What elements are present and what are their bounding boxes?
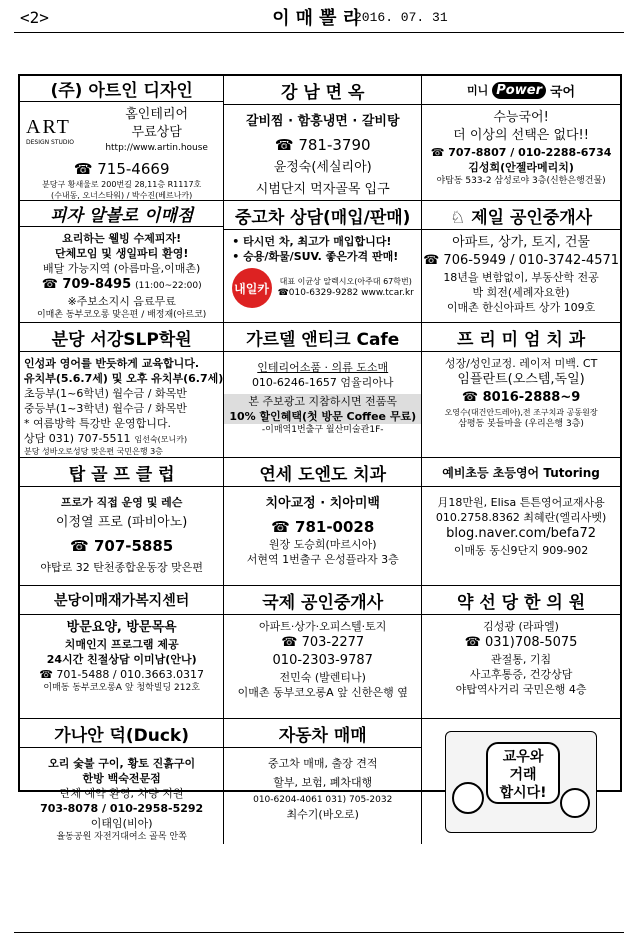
ad-jeil-realty: ♘ 제일 공인중개사 아파트, 상가, 토지, 건물 ☎ 706-5949 / 010-3742-4571 18년을 변함없이, 부동산학 전공 박 희전(세례자요한) 이매촌 한신아파트 상가 109호 (422, 201, 620, 323)
person-icon (452, 782, 484, 814)
ad-gardel-antique: 가르델 앤티크 Cafe 인테리어소품 · 의류 도소매 010-6246-1657 엄율리아나 본 주보광고 지참하시면 전품목 10% 할인혜택(첫 방문 Coffee 무료) -이매역1번출구 월산미술관1F- (224, 323, 422, 458)
ad-title: (주) 아트인 디자인 (20, 76, 223, 102)
ad-grid (18, 74, 622, 842)
phone-number: ☎ 701-5488 / 010.3663.0317 (39, 667, 204, 682)
ad-title: 예비초등 초등영어 Tutoring (422, 458, 620, 487)
ad-title: 가르델 앤티크 Cafe (224, 323, 421, 352)
ad-yakseondang-clinic: 약 선 당 한 의 원 김성광 (라파엘) ☎ 031)708-5075 관절통, 기침 사고후통증, 건강상담 야탑역사거리 국민은행 4층 (422, 586, 620, 719)
ad-title: 중고차 상담(매입/판매) (224, 201, 421, 230)
phone-number: ☎ 706-5949 / 010-3742-4571 (423, 252, 619, 270)
issue-date: 2016. 07. 31 (354, 10, 448, 25)
page-number: <2> (20, 8, 49, 27)
ad-title: 가나안 덕(Duck) (20, 719, 223, 748)
ad-welfare-center: 분당이매재가복지센터 방문요양, 방문목욕 치매인지 프로그램 제공 24시간 친절상담 이미남(안나) ☎ 701-5488 / 010.3663.0317 이매동 동부코오롱A 앞 청학빌딩 212호 (20, 586, 224, 719)
artin-logo: ART DESIGN STUDIO (26, 115, 75, 146)
ad-artin-design: (주) 아트인 디자인 ART DESIGN STUDIO 홈인테리어 무료상담 http://www.artin.house ☎ 715-4669 분당구 황새울로 200번길 28,11층 R1117호 (수내동, 오너스타워) / 박수진(베르나카) (20, 76, 224, 201)
ad-yonsei-dental: 연세 도엔도 치과 치아교정 · 치아미백 ☎ 781-0028 원장 도승희(마르시아) 서현역 1번출구 은성플라자 3층 (224, 458, 422, 586)
ad-canaan-duck: 가나안 덕(Duck) 오리 숯불 구이, 황토 진흙구이 한방 백숙전문점 단체 예약 환영, 차량 지원 703-8078 / 010-2958-5292 이태임(비아) 율동공원 자전거대여소 골목 안쪽 (20, 719, 224, 844)
header-rule (14, 32, 624, 33)
mini-power-logo: 미니 Power 국어 (467, 82, 576, 100)
phone-number: 010-6204-4061 031) 705-2032 (253, 795, 393, 805)
ad-english-tutoring: 예비초등 초등영어 Tutoring 月18만원, Elisa 튼튼영어교재사용 010.2758.8362 최혜란(엘리사벳) blog.naver.com/befa72 이매동 동신9단지 909-902 (422, 458, 620, 586)
ad-title: 연세 도엔도 치과 (224, 458, 421, 487)
page-header (0, 0, 638, 40)
ad-title: 프 리 미 엄 치 과 (422, 323, 620, 352)
phone-number: ☎ 031)708-5075 (465, 634, 578, 652)
ad-title: ♘ 제일 공인중개사 (422, 201, 620, 230)
ad-car-trading: 자동차 매매 중고차 매매, 출장 견적 할부, 보험, 폐차대행 010-6204-4061 031) 705-2032 최수기(바오로) (224, 719, 422, 844)
ad-seogang-slp: 분당 서강SLP학원 인성과 영어를 반듯하게 교육합니다. 유치부(5.6.7세) 및 오후 유치부(6.7세) 초등부(1~6학년) 월수금 / 화목반 중등부(1~3학년) 월수금 / 화목반 * 여름방학 특강반 운영합니다. 상담 031) 707-5511 임선숙(모니카) 분당 성바오로성당 맞은편 국민은행 3층 (20, 323, 224, 458)
phone-number: ☎ 715-4669 (74, 159, 170, 179)
phone-number: ☎ 781-0028 (271, 517, 374, 537)
parish-trade-cartoon (445, 731, 597, 833)
ad-pizza-alvolo: 피자 알볼로 이매점 요리하는 웰빙 수제피자! 단체모임 및 생일파티 환영! 배달 가능지역 (아름마을,이매촌) ☎ 709-8495 (11:00~22:00) ※주보소지시 음료무료 이매촌 동부코오롱 맞은편 / 배정재(아르코) (20, 201, 224, 323)
phone-number: ☎ 709-8495 (42, 276, 131, 294)
ad-top-golf: 탑 골 프 클 럽 프로가 직접 운영 및 레슨 이정열 프로 (파비아노) ☎ 707-5885 야탑로 32 탄천종합운동장 맞은편 (20, 458, 224, 586)
newsletter-title: 이매뽈리 (272, 8, 366, 29)
phone-number: ☎ 707-5885 (70, 536, 173, 556)
ad-mini-power-korean: 미니 Power 국어 수능국어! 더 이상의 선택은 없다!! ☎ 707-8807 / 010-2288-6734 김성희(안젤라메리치) 야탑동 533-2 삼성로야 3층(신한은행건물) (422, 76, 620, 201)
ad-title: 탑 골 프 클 럽 (20, 458, 223, 487)
ad-title: 강 남 면 옥 (224, 76, 421, 105)
ad-title: 피자 알볼로 이매점 (20, 201, 223, 227)
ad-international-realty: 국제 공인중개사 아파트·상가·오피스텔·토지 ☎ 703-2277 010-2303-9787 전민숙 (발렌티나) 이매촌 동부코오롱A 앞 신한은행 옆 (224, 586, 422, 719)
phone-number: ☎ 703-2277 (281, 634, 364, 652)
phone-number: 010-6246-1657 엄율리아나 (251, 376, 394, 389)
website-link[interactable]: http://www.artin.house (105, 143, 208, 153)
ad-title: 자동차 매매 (224, 719, 421, 748)
blog-link[interactable]: blog.naver.com/befa72 (446, 526, 596, 541)
phone-number: 상담 031) 707-5511 (24, 432, 131, 445)
naeilcar-logo: 내일카 (232, 268, 272, 308)
phone-number: ☎ 781-3790 (275, 135, 371, 155)
phone-number: ☎ 707-8807 / 010-2288-6734 (431, 145, 612, 160)
mobile-number: 010-2303-9787 (272, 653, 373, 668)
ad-gangnam-myeonok: 강 남 면 옥 갈비찜 · 함흥냉면 · 갈비탕 ☎ 781-3790 윤정숙(세실리아) 시범단지 먹자골목 입구 (224, 76, 422, 201)
ad-parish-trade (422, 719, 620, 844)
ad-title: 분당이매재가복지센터 (20, 586, 223, 615)
ad-used-car: 중고차 상담(매입/판매) • 타시던 차, 최고가 매입합니다! • 승용/화물/SUV. 좋은가격 판매! 내일카 대표 이균상 알렉시오(아주대 67학번) ☎010-6329-9282 www.tcar.kr (224, 201, 422, 323)
ad-title (422, 76, 620, 105)
ad-title: 국제 공인중개사 (224, 586, 421, 615)
phone-number: ☎ 8016-2888~9 (462, 389, 580, 407)
speech-bubble: 교우와 거래 합시다! (486, 742, 560, 804)
ad-title: 분당 서강SLP학원 (20, 323, 223, 352)
ad-premium-dental: 프 리 미 엄 치 과 성장/성인교정. 레이저 미백. CT 임플란트(오스템,독일) ☎ 8016-2888~9 오영수(대건안드레아),전 조구치과 공동원장 삼평동 봇들마을 (우리은행 3층) (422, 323, 620, 458)
phone-number: 010.2758.8362 최혜란(엘리사벳) (435, 511, 607, 524)
phone-number: 703-8078 / 010-2958-5292 (40, 802, 204, 815)
ad-title: 약 선 당 한 의 원 (422, 586, 620, 615)
footer-rule (14, 932, 624, 933)
person-icon (560, 788, 590, 818)
